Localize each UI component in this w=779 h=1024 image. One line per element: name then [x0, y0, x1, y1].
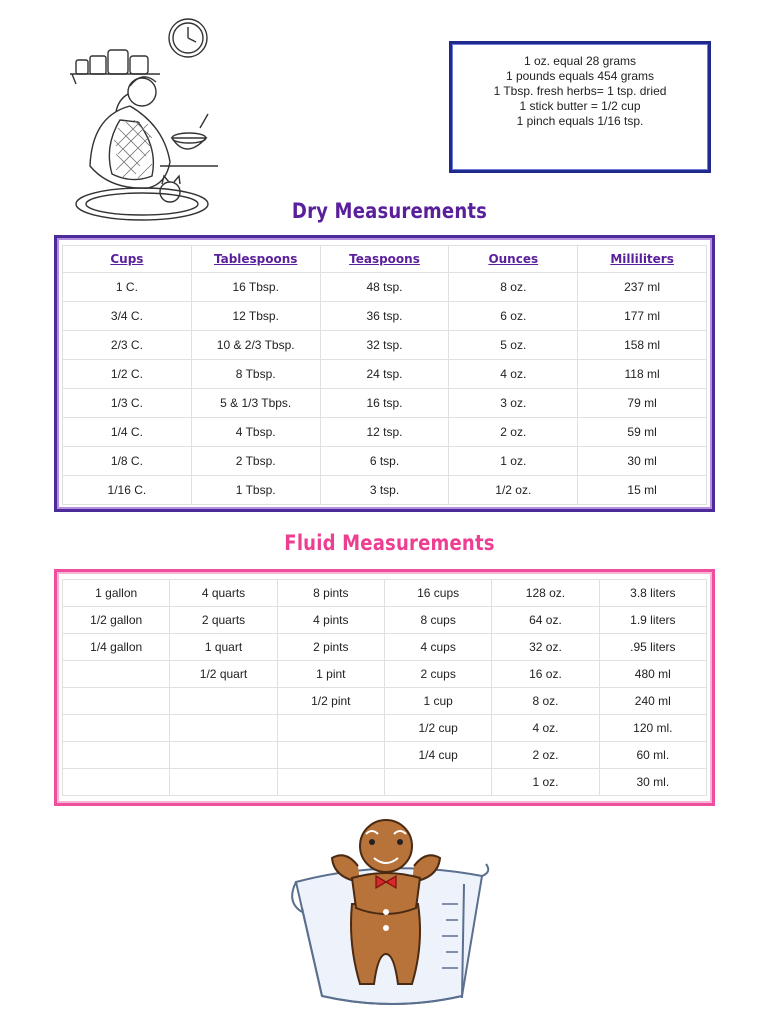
table-cell: 16 Tbsp.: [191, 273, 320, 302]
table-row: [63, 418, 707, 447]
girl-baking-illustration: [60, 16, 220, 226]
table-cell: 1/3 C.: [63, 389, 192, 418]
table-cell: 8 oz.: [492, 688, 599, 715]
table-cell: 30 ml: [578, 447, 707, 476]
dry-measurements-table-frame: [54, 235, 715, 512]
table-cell: 2 oz.: [449, 418, 578, 447]
table-cell: [277, 715, 384, 742]
table-cell: 16 oz.: [492, 661, 599, 688]
table-cell: [170, 688, 277, 715]
table-cell: 1.9 liters: [599, 607, 706, 634]
table-cell: 2 Tbsp.: [191, 447, 320, 476]
table-cell: 36 tsp.: [320, 302, 449, 331]
table-cell: 4 oz.: [449, 360, 578, 389]
table-cell: 1/2 quart: [170, 661, 277, 688]
table-cell: 120 ml.: [599, 715, 706, 742]
table-cell: 3.8 liters: [599, 580, 706, 607]
table-cell: 1/2 oz.: [449, 476, 578, 505]
table-cell: 240 ml: [599, 688, 706, 715]
table-cell: 1/4 gallon: [63, 634, 170, 661]
table-cell: 1 cup: [384, 688, 491, 715]
table-cell: 177 ml: [578, 302, 707, 331]
fluid-measurements-table-frame: [54, 569, 715, 806]
table-cell: 6 oz.: [449, 302, 578, 331]
table-cell: 3 tsp.: [320, 476, 449, 505]
table-row: [63, 389, 707, 418]
table-cell: 1 C.: [63, 273, 192, 302]
table-cell: 1 Tbsp.: [191, 476, 320, 505]
table-cell: 1/4 C.: [63, 418, 192, 447]
conversion-note: 1 stick butter = 1/2 cup: [519, 99, 641, 113]
table-cell: 2/3 C.: [63, 331, 192, 360]
table-cell: 1/16 C.: [63, 476, 192, 505]
table-row: [63, 634, 707, 661]
table-cell: 480 ml: [599, 661, 706, 688]
table-cell: 1 quart: [170, 634, 277, 661]
dry-column-header: Milliliters: [578, 246, 707, 273]
table-cell: 60 ml.: [599, 742, 706, 769]
dry-column-header: Ounces: [449, 246, 578, 273]
table-cell: [63, 688, 170, 715]
table-cell: [63, 769, 170, 796]
table-cell: 2 pints: [277, 634, 384, 661]
table-row: [63, 607, 707, 634]
table-cell: 24 tsp.: [320, 360, 449, 389]
fluid-measurements-title: Fluid Measurements: [284, 531, 495, 555]
table-cell: [277, 742, 384, 769]
table-row: [63, 688, 707, 715]
table-cell: 15 ml: [578, 476, 707, 505]
dry-column-header: Tablespoons: [191, 246, 320, 273]
table-cell: 1/4 cup: [384, 742, 491, 769]
table-cell: 4 pints: [277, 607, 384, 634]
table-cell: 30 ml.: [599, 769, 706, 796]
table-cell: .95 liters: [599, 634, 706, 661]
table-cell: 1/8 C.: [63, 447, 192, 476]
table-cell: [170, 742, 277, 769]
table-cell: 1 gallon: [63, 580, 170, 607]
dry-measurements-title: Dry Measurements: [291, 199, 488, 223]
conversion-note: 1 pinch equals 1/16 tsp.: [516, 114, 644, 128]
table-cell: [277, 769, 384, 796]
conversion-note: 1 pounds equals 454 grams: [505, 69, 655, 83]
table-cell: 1 pint: [277, 661, 384, 688]
table-row: [63, 476, 707, 505]
table-cell: 1 oz.: [492, 769, 599, 796]
table-cell: 32 tsp.: [320, 331, 449, 360]
table-cell: 8 oz.: [449, 273, 578, 302]
fluid-measurements-table: [62, 579, 707, 796]
table-row: [63, 715, 707, 742]
table-row: [63, 360, 707, 389]
table-cell: [384, 769, 491, 796]
table-cell: [63, 661, 170, 688]
table-cell: 5 oz.: [449, 331, 578, 360]
table-row: [63, 580, 707, 607]
table-cell: [170, 715, 277, 742]
table-cell: 6 tsp.: [320, 447, 449, 476]
table-cell: 1/2 gallon: [63, 607, 170, 634]
dry-column-header: Teaspoons: [320, 246, 449, 273]
table-row: [63, 742, 707, 769]
table-cell: 1/2 C.: [63, 360, 192, 389]
table-cell: 79 ml: [578, 389, 707, 418]
conversion-note: 1 oz. equal 28 grams: [523, 54, 637, 68]
table-cell: 237 ml: [578, 273, 707, 302]
table-cell: 10 & 2/3 Tbsp.: [191, 331, 320, 360]
table-cell: 2 cups: [384, 661, 491, 688]
table-cell: 12 tsp.: [320, 418, 449, 447]
table-cell: [63, 715, 170, 742]
table-cell: 3/4 C.: [63, 302, 192, 331]
table-row: [63, 302, 707, 331]
table-cell: 4 quarts: [170, 580, 277, 607]
table-row: [63, 769, 707, 796]
table-row: [63, 447, 707, 476]
table-cell: 8 cups: [384, 607, 491, 634]
table-row: [63, 661, 707, 688]
table-cell: 48 tsp.: [320, 273, 449, 302]
table-cell: 8 pints: [277, 580, 384, 607]
gingerbread-measuring-cup-illustration: [282, 812, 492, 1017]
table-cell: 1/2 pint: [277, 688, 384, 715]
table-cell: 59 ml: [578, 418, 707, 447]
table-cell: 4 Tbsp.: [191, 418, 320, 447]
table-cell: 1/2 cup: [384, 715, 491, 742]
table-cell: 16 tsp.: [320, 389, 449, 418]
table-cell: 118 ml: [578, 360, 707, 389]
table-cell: [63, 742, 170, 769]
table-cell: 12 Tbsp.: [191, 302, 320, 331]
table-cell: 158 ml: [578, 331, 707, 360]
table-cell: 128 oz.: [492, 580, 599, 607]
table-cell: [170, 769, 277, 796]
table-cell: 16 cups: [384, 580, 491, 607]
table-cell: 64 oz.: [492, 607, 599, 634]
table-row: [63, 273, 707, 302]
conversion-note: 1 Tbsp. fresh herbs= 1 tsp. dried: [493, 84, 667, 98]
table-cell: 8 Tbsp.: [191, 360, 320, 389]
table-cell: 4 oz.: [492, 715, 599, 742]
table-row: [63, 331, 707, 360]
table-cell: 2 quarts: [170, 607, 277, 634]
dry-measurements-table: [62, 245, 707, 505]
conversion-notes-box: [449, 41, 711, 173]
table-cell: 3 oz.: [449, 389, 578, 418]
dry-column-header: Cups: [63, 246, 192, 273]
table-cell: 4 cups: [384, 634, 491, 661]
table-cell: 1 oz.: [449, 447, 578, 476]
table-cell: 32 oz.: [492, 634, 599, 661]
table-cell: 2 oz.: [492, 742, 599, 769]
table-cell: 5 & 1/3 Tbps.: [191, 389, 320, 418]
